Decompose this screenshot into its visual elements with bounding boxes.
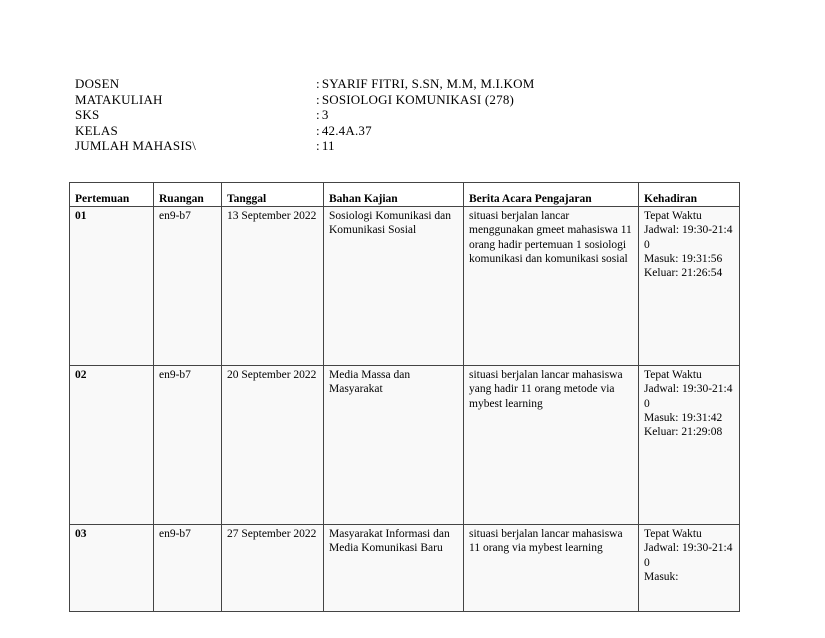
cell-tanggal: 27 September 2022 (222, 525, 324, 612)
cell-kehadiran (639, 366, 740, 525)
info-value-sks: : 3 (316, 107, 329, 122)
kehadiran-status: Tepat Waktu (644, 369, 702, 381)
cell-berita-acara: situasi berjalan lancar mahasiswa yang hadir 11 orang metode via mybest learning (464, 366, 639, 525)
info-value-dosen: : SYARIF FITRI, S.SN, M.M, M.I.KOM (316, 76, 535, 91)
kehadiran-status: Tepat Waktu (644, 528, 702, 540)
cell-pertemuan: 02 (70, 366, 154, 525)
column-header-berita-acara: Berita Acara Pengajaran (464, 183, 639, 207)
dosen-value: SYARIF FITRI, S.SN, M.M, M.I.KOM (321, 76, 535, 91)
sks-value: 3 (321, 107, 329, 122)
cell-kehadiran (639, 207, 740, 366)
column-header-pertemuan: Pertemuan (70, 183, 154, 207)
cell-ruangan: en9-b7 (154, 525, 222, 612)
kehadiran-masuk: Masuk: 19:31:56 (644, 252, 723, 265)
info-label-dosen: DOSEN (75, 76, 120, 91)
info-label-kelas: KELAS (75, 122, 118, 138)
table-row (70, 366, 740, 525)
info-value-kelas: : 42.4A.37 (316, 122, 372, 138)
table-row (70, 207, 740, 366)
cell-ruangan: en9-b7 (154, 366, 222, 525)
cell-bahan-kajian: Masyarakat Informasi dan Media Komunikasi Baru (324, 525, 464, 612)
kehadiran-masuk: Masuk: (644, 570, 679, 583)
info-value-jumlah-mahasiswa: : 11 (316, 138, 335, 153)
kehadiran-keluar: Keluar: 21:29:08 (644, 426, 723, 439)
cell-pertemuan: 01 (70, 207, 154, 366)
attendance-table (69, 182, 740, 612)
kehadiran-status: Tepat Waktu (644, 210, 702, 222)
column-header-tanggal: Tanggal (222, 183, 324, 207)
info-label-sks: SKS (75, 107, 100, 122)
cell-tanggal: 13 September 2022 (222, 207, 324, 366)
cell-ruangan: en9-b7 (154, 207, 222, 366)
cell-tanggal: 20 September 2022 (222, 366, 324, 525)
info-value-matakuliah: : SOSIOLOGI KOMUNIKASI (278) (316, 91, 515, 107)
cell-bahan-kajian: Media Massa dan Masyarakat (324, 366, 464, 525)
kelas-value: 42.4A.37 (321, 122, 372, 138)
cell-pertemuan: 03 (70, 525, 154, 612)
kehadiran-keluar: Keluar: 21:26:54 (644, 267, 723, 280)
cell-kehadiran (639, 525, 740, 612)
column-header-ruangan: Ruangan (154, 183, 222, 207)
info-label-matakuliah: MATAKULIAH (75, 91, 163, 107)
kehadiran-masuk: Masuk: 19:31:42 (644, 411, 723, 424)
column-header-bahan-kajian: Bahan Kajian (324, 183, 464, 207)
info-label-jumlah-mahasiswa: JUMLAH MAHASIS\ (75, 138, 197, 153)
matakuliah-value: SOSIOLOGI KOMUNIKASI (278) (321, 91, 515, 107)
cell-berita-acara: situasi berjalan lancar menggunakan gmeet mahasiswa 11 orang hadir pertemuan 1 sosiologi komunikasi dan komunikasi sosial (464, 207, 639, 366)
jumlah-mahasiswa-value: 11 (321, 138, 335, 153)
table-header-row (70, 183, 740, 207)
kehadiran-jadwal: Jadwal: 19:30-21:40 (644, 383, 733, 410)
table-row (70, 525, 740, 612)
kehadiran-jadwal: Jadwal: 19:30-21:40 (644, 542, 733, 569)
cell-bahan-kajian: Sosiologi Komunikasi dan Komunikasi Sosial (324, 207, 464, 366)
kehadiran-jadwal: Jadwal: 19:30-21:40 (644, 224, 733, 251)
column-header-kehadiran: Kehadiran (639, 183, 740, 207)
cell-berita-acara: situasi berjalan lancar mahasiswa 11 orang via mybest learning (464, 525, 639, 612)
